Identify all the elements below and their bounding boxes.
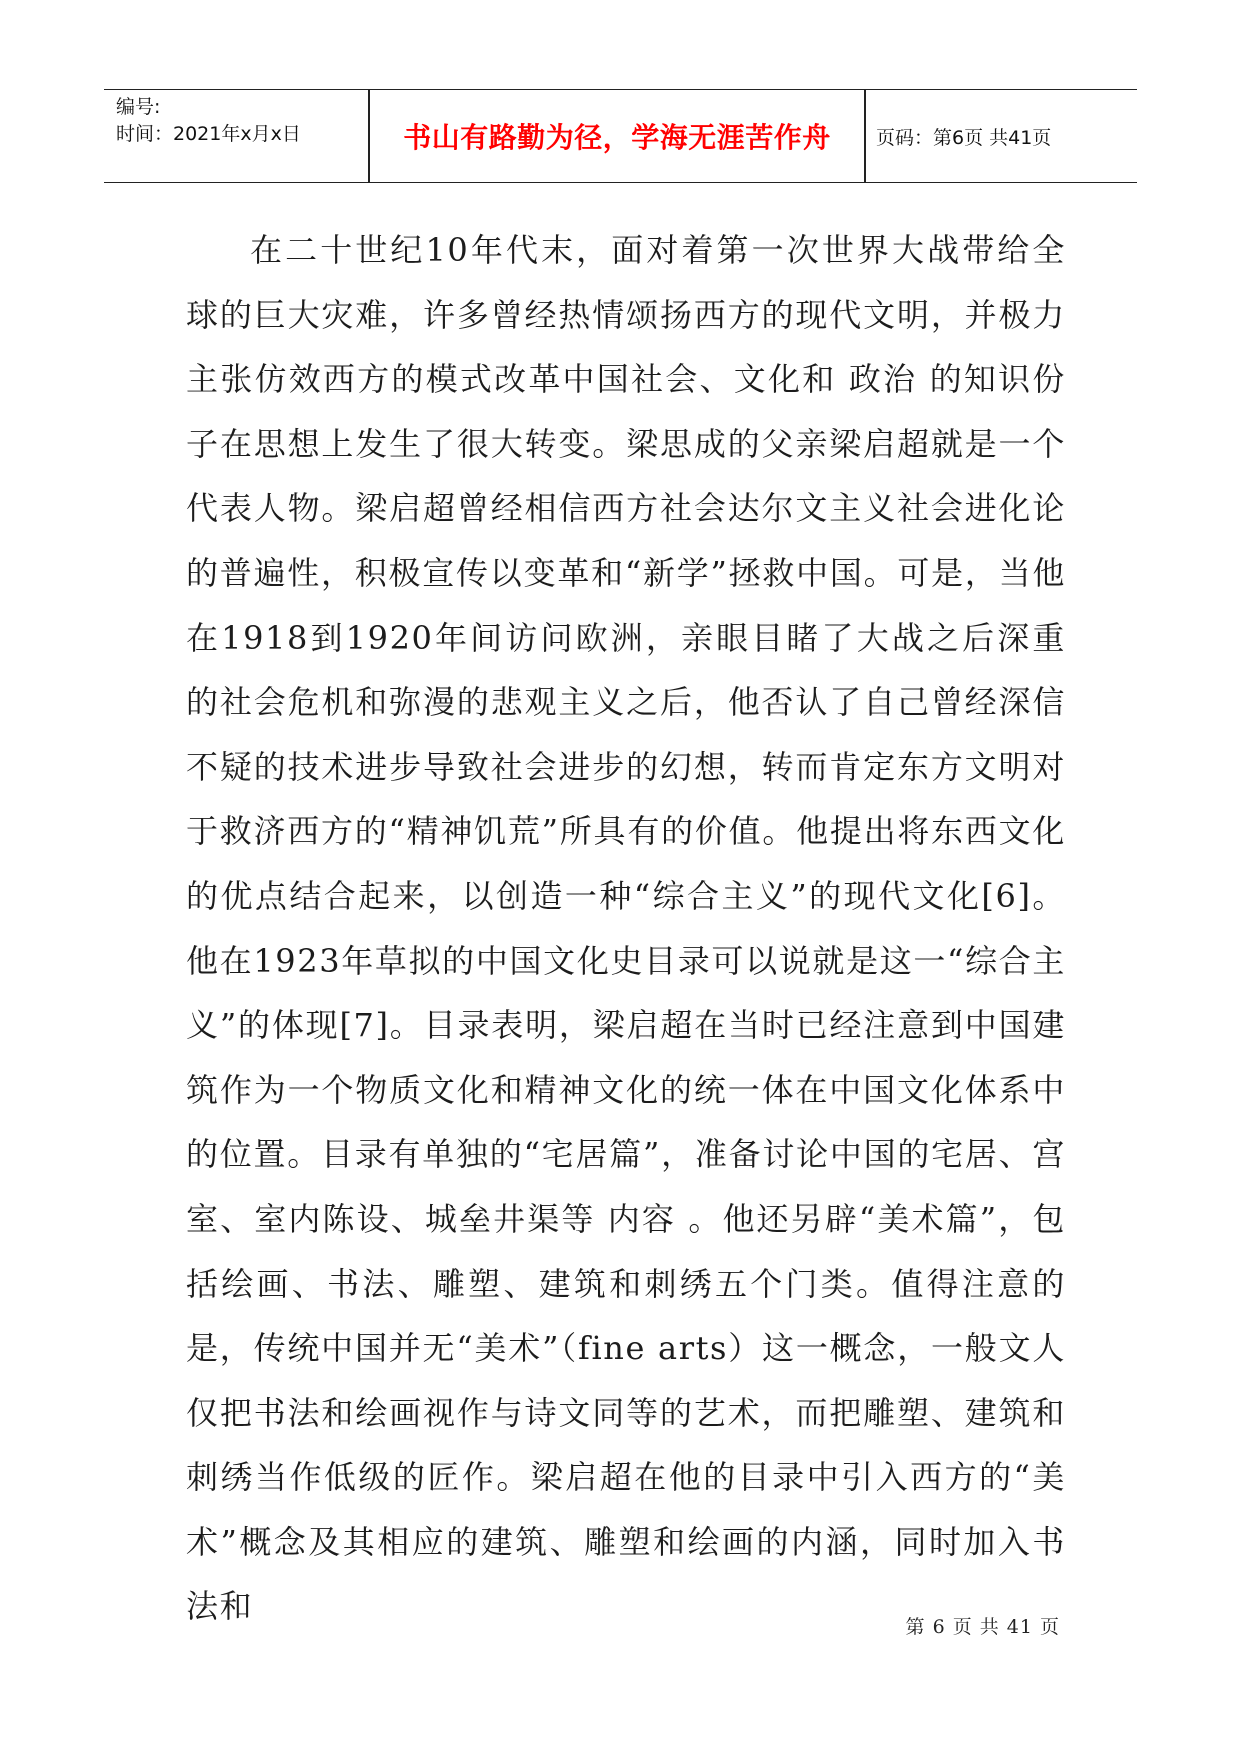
header-divider-right xyxy=(864,90,866,182)
document-number-label: 编号: xyxy=(116,96,161,118)
document-body xyxy=(186,218,1066,1639)
page-footer: 第 6 页 共 41 页 xyxy=(905,1616,1060,1638)
document-time-label: 时间：2021年x月x日 xyxy=(116,123,301,145)
page-header xyxy=(104,89,1137,183)
header-motto: 书山有路勤为径，学海无涯苦作舟 xyxy=(403,121,831,154)
body-paragraph: 在二十世纪10年代末，面对着第一次世界大战带给全球的巨大灾难，许多曾经热情颂扬西方的现代文明，并极力主张仿效西方的模式改革中国社会、文化和 政治 的知识份子在思想上发生了很大转变。梁思成的父亲梁启超就是一个代表人物。梁启超曾经相信西方社会达尔文主义社会进化论的普遍性，积极宣传以变革和“新学”拯救中国。可是，当他在1918到1920年间访问欧洲，亲眼目睹了大战之后深重的社会危机和弥漫的悲观主义之后，他否认了自己曾经深信不疑的技术进步导致社会进步的幻想，转而肯定东方文明对于救济西方的“精神饥荒”所具有的价值。他提出将东西文化的优点结合起来，以创造一种“综合主义”的现代文化[6]。他在1923年草拟的中国文化史目录可以说就是这一“综合主义”的体现[7]。目录表明，梁启超在当时已经注意到中国建筑作为一个物质文化和精神文化的统一体在中国文化体系中的位置。目录有单独的“宅居篇”，准备讨论中国的宅居、宫室、室内陈设、城垒井渠等 内容 。他还另辟“美术篇”，包括绘画、书法、雕塑、建筑和刺绣五个门类。值得注意的是，传统中国并无“美术”（fine arts）这一概念，一般文人仅把书法和绘画视作与诗文同等的艺术，而把雕塑、建筑和刺绣当作低级的匠作。梁启超在他的目录中引入西方的“美术”概念及其相应的建筑、雕塑和绘画的内涵，同时加入书法和 xyxy=(186,231,1066,1626)
header-meta xyxy=(116,94,366,148)
header-page-info: 页码：第6页 共41页 xyxy=(876,126,1052,149)
